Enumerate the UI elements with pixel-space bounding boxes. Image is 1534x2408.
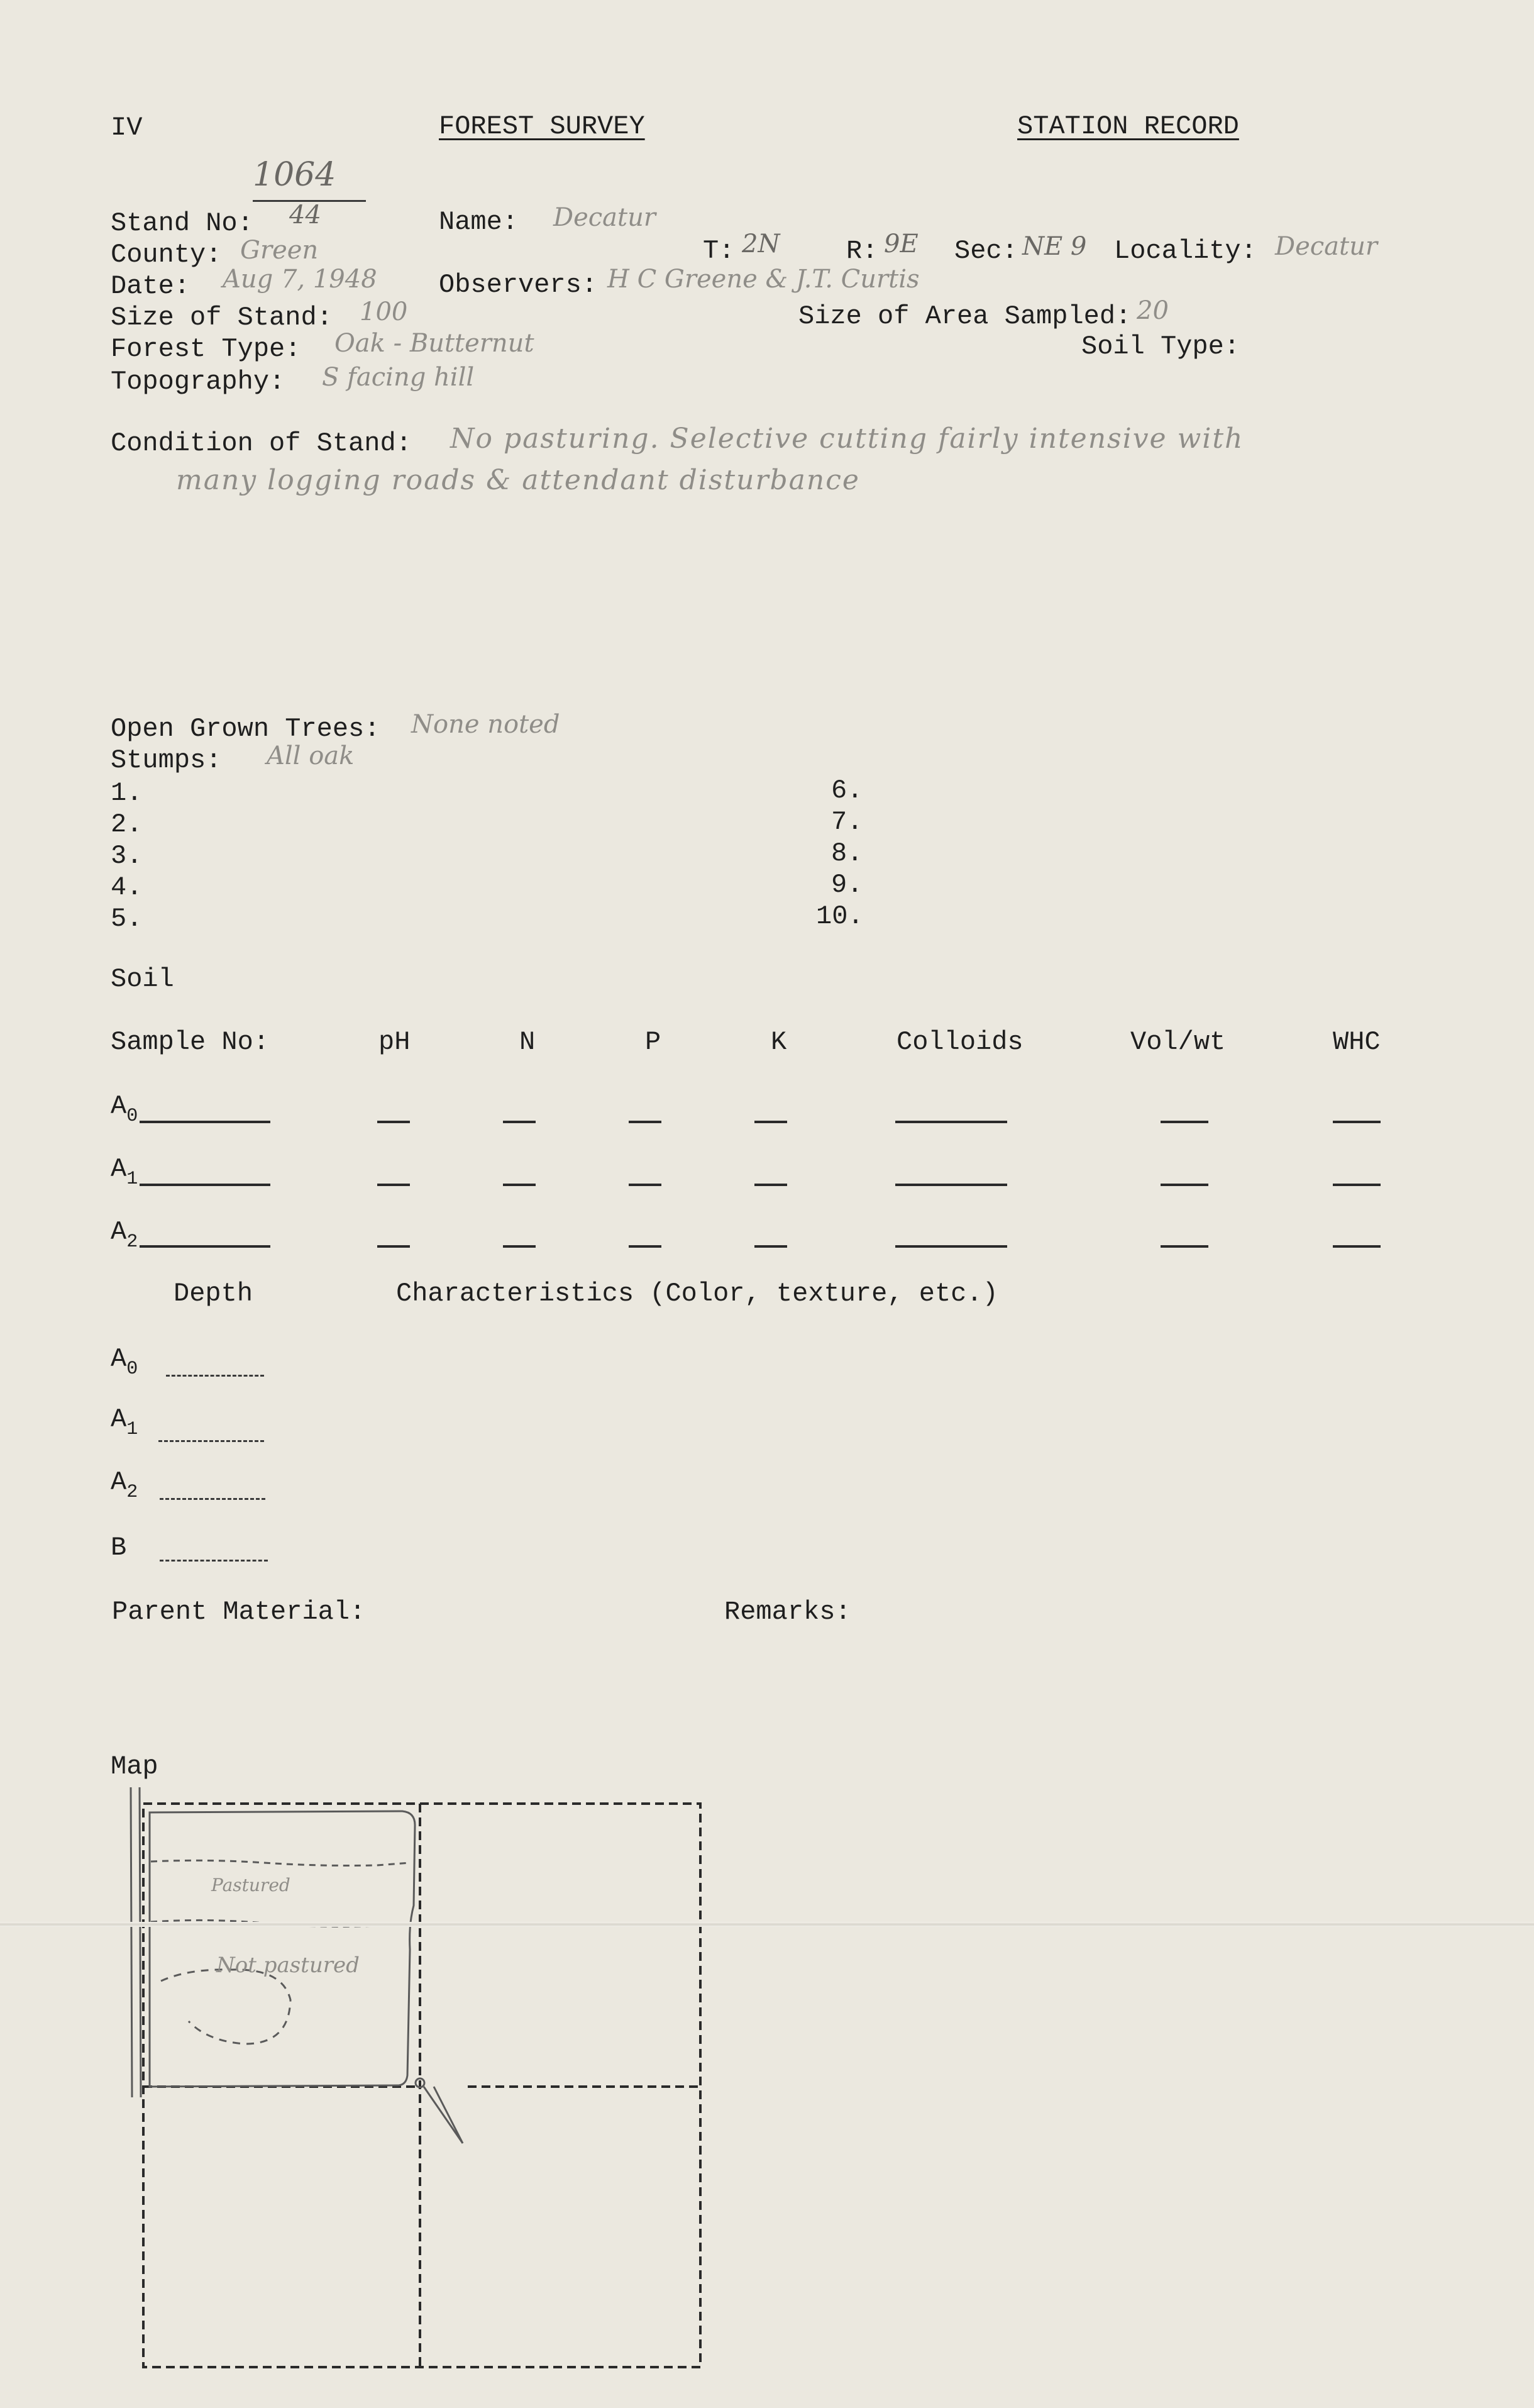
depth-row-label: $A_0$ [111,1344,138,1380]
size-of-stand-label: Size of Stand: [111,302,333,333]
sample-row-label: $A_1$ [111,1154,138,1190]
pasture-boundary [151,1860,410,1865]
stump-number: 3. [111,841,143,871]
date-value: Aug 7, 1948 [223,265,377,294]
stump-number: 8. [831,838,863,868]
sample-row-label: $A_0$ [111,1091,138,1127]
record-title: STATION RECORD [1017,111,1239,141]
stump-number: 6. [831,775,863,806]
cleared-area [161,1970,290,2044]
depth-row-label: $A_1$ [111,1404,138,1440]
col-whc: WHC [1333,1027,1381,1057]
locality-label: Locality: [1114,236,1257,266]
stump-number: 9. [831,870,863,900]
stand-number-note: 1064 [253,156,336,194]
section-label: Sec: [954,236,1018,266]
open-grown-trees-label: Open Grown Trees: [111,714,380,744]
township-label: T: [703,236,735,266]
sample-row-label: $A_2$ [111,1217,138,1253]
map-pencil-pointer [424,2087,463,2143]
parent-material-label: Parent Material: [112,1597,366,1627]
locality-value: Decatur [1275,232,1377,261]
size-of-stand-value: 100 [360,297,408,326]
stand-no-label: Stand No: [111,208,253,238]
topography-value: S facing hill [322,363,475,392]
section-roman-numeral: IV [111,113,143,143]
map-label-pastured: Pastured [211,1875,290,1895]
stand-boundary [150,1811,415,2087]
map-pencil-line [140,1787,141,2097]
map-label-not-pastured: Not pastured [216,1953,360,1978]
forest-type-value: Oak - Butternut [334,329,534,358]
stump-number: 4. [111,872,143,902]
paper-fold [0,1922,1534,1927]
col-vol-wt: Vol/wt [1130,1027,1226,1057]
topography-label: Topography: [111,367,285,397]
stumps-value: All oak [267,741,355,770]
depth-row-label: $A_2$ [111,1467,138,1503]
map-pencil-line [131,1787,132,2097]
section-value: NE 9 [1022,232,1087,261]
stump-number: 2. [111,809,143,840]
characteristics-label: Characteristics (Color, texture, etc.) [396,1279,998,1309]
area-sampled-label: Size of Area Sampled: [798,301,1132,331]
stump-number: 5. [111,904,143,934]
soil-type-label: Soil Type: [1081,331,1240,362]
col-ph: pH [378,1027,411,1057]
township-value: 2N [742,230,780,258]
map-label: Map [111,1751,158,1782]
date-label: Date: [111,271,190,301]
condition-line-2: many logging roads & attendant disturbance [176,464,860,496]
map-pencil-pointer [434,2087,463,2143]
soil-heading: Soil [111,964,174,994]
name-value: Decatur [553,203,656,232]
forest-type-label: Forest Type: [111,334,301,364]
county-label: County: [111,240,222,270]
col-sample-no: Sample No: [111,1027,270,1057]
col-p: P [645,1027,661,1057]
name-label: Name: [439,207,519,237]
depth-row-label: B [111,1533,127,1563]
col-n: N [519,1027,536,1057]
observers-label: Observers: [439,270,598,300]
remarks-label: Remarks: [724,1597,851,1627]
range-value: 9E [884,230,919,258]
stump-number: 10. [816,901,864,931]
area-sampled-value: 20 [1137,296,1169,325]
condition-label: Condition of Stand: [111,428,412,458]
condition-line-1: No pasturing. Selective cutting fairly intensive with [450,423,1244,455]
stump-number: 7. [831,807,863,837]
open-grown-trees-value: None noted [411,710,560,739]
col-colloids: Colloids [897,1027,1024,1057]
stand-no-value: 44 [289,201,321,230]
stumps-label: Stumps: [111,745,222,775]
form-title: FOREST SURVEY [439,111,645,141]
county-value: Green [240,236,319,265]
stump-number: 1. [111,778,143,808]
range-label: R: [846,236,878,266]
observers-value: H C Greene & J.T. Curtis [607,265,920,294]
col-k: K [771,1027,787,1057]
depth-label: Depth [174,1279,253,1309]
